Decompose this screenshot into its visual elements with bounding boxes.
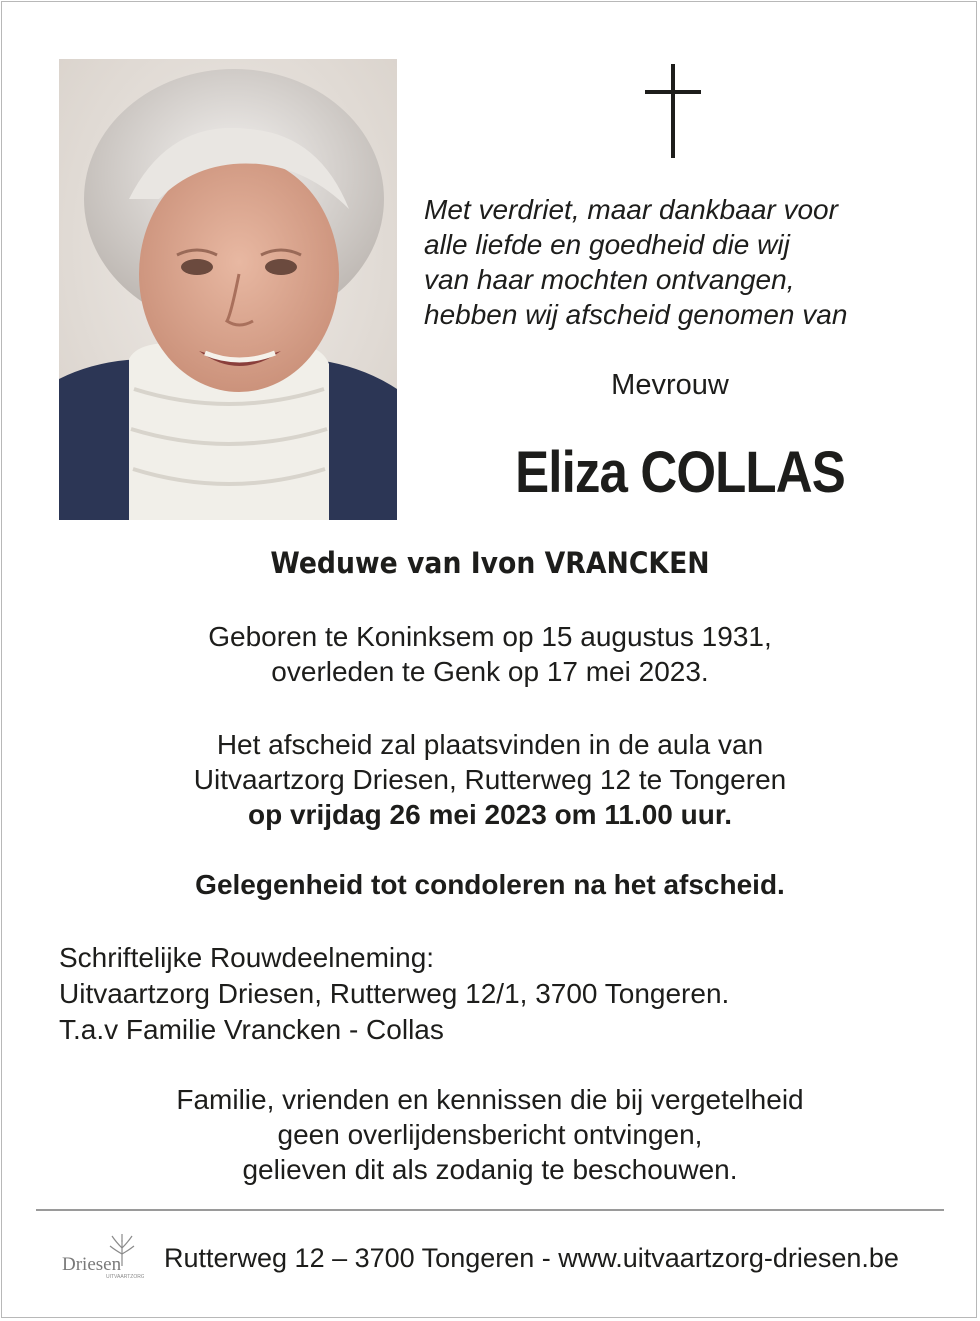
portrait-photo [59,59,397,520]
birth-death-block [0,619,980,689]
intro-line: alle liefde en goedheid die wij [424,229,790,260]
ceremony-datetime: op vrijdag 26 mei 2023 om 11.00 uur. [247,799,732,830]
intro-line: Met verdriet, maar dankbaar voor [424,194,838,225]
notice-line: Familie, vrienden en kennissen die bij vergetelheid [176,1084,804,1115]
logo-wordmark: Driesen [62,1254,122,1275]
notice-line: geen overlijdensbericht ontvingen, [277,1119,703,1150]
ceremony-line: Het afscheid zal plaatsvinden in de aula van [216,729,764,760]
birth-line: Geboren te Koninksem op 15 augustus 1931, [208,621,772,652]
widow-of: Weduwe van Ivon VRANCKEN [270,546,710,580]
notice-line: gelieven dit als zodanig te beschouwen. [242,1154,738,1185]
written-condolence-line: Uitvaartzorg Driesen, Rutterweg 12/1, 3700 Tongeren. [59,978,730,1009]
ceremony-line: Uitvaartzorg Driesen, Rutterweg 12 te Tongeren [193,764,787,795]
footer-divider [36,1209,944,1211]
written-condolence-block [59,940,939,1048]
written-condolence-line: T.a.v Familie Vrancken - Collas [59,1014,444,1045]
tree-logo-icon [60,1230,144,1286]
cross-icon [645,64,701,158]
condolence-note: Gelegenheid tot condoleren na het afscheid. [195,869,785,900]
intro-line: hebben wij afscheid genomen van [424,299,848,330]
written-condolence-line: Schriftelijke Rouwdeelneming: [59,942,435,973]
intro-line: van haar mochten ontvangen, [424,264,795,295]
footer-address: Rutterweg 12 – 3700 Tongeren - www.uitvaartzorg-driesen.be [164,1243,899,1273]
logo-subtext: UITVAARTZORG [106,1274,144,1280]
ceremony-block [0,727,980,832]
death-line: overleden te Genk op 17 mei 2023. [271,656,709,687]
intro-text [424,192,924,332]
deceased-name: Eliza COLLAS [515,440,845,505]
notice-block [0,1082,980,1187]
salutation: Mevrouw [611,369,729,401]
